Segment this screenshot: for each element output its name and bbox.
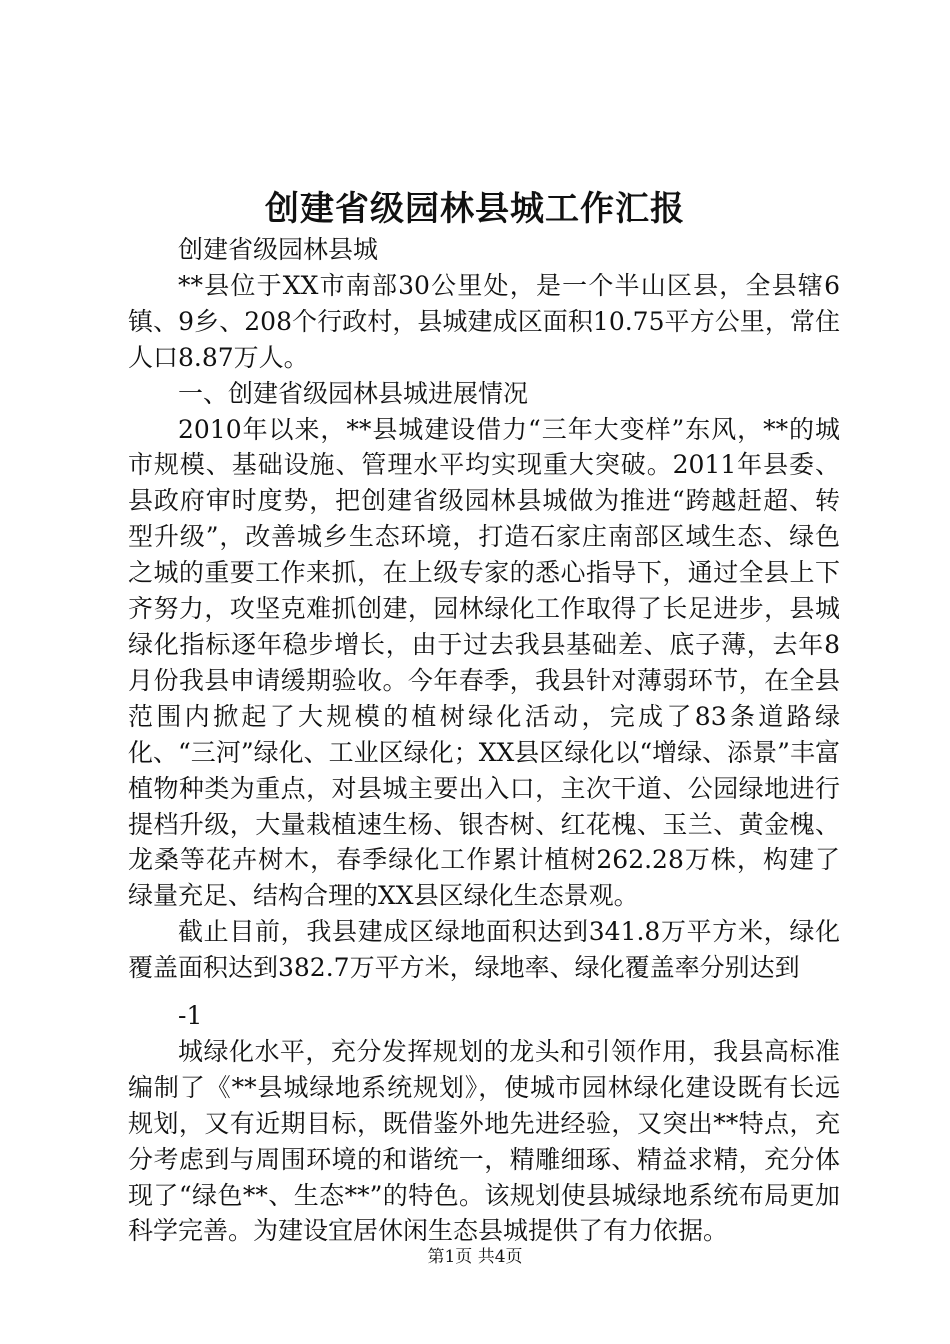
intro-paragraph: **县位于XX市南部30公里处，是一个半山区县，全县辖6镇、9乡、208个行政村，县城建成区面积10.75平方公里，常住人口8.87万人。	[128, 270, 840, 372]
planning-paragraph: 城绿化水平，充分发挥规划的龙头和引领作用，我县高标准编制了《**县城绿地系统规划》，使城市园林绿化建设既有长远规划，又有近期目标，既借鉴外地先进经验，又突出**特点，充分考虑到与周围环境的和谐统一，精雕细琢、精益求精，充分体现了“绿色**、生态**”的特色。该规划使县城绿地系统布局更加科学完善。为建设宜居休闲生态县城提供了有力依据。	[128, 1036, 840, 1246]
document-body	[128, 232, 840, 1249]
subtitle-paragraph: 创建省级园林县城	[178, 235, 379, 264]
section-heading: 一、创建省级园林县城进展情况	[178, 378, 529, 408]
status-paragraph: 截止目前，我县建成区绿地面积达到341.8万平方米，绿化覆盖面积达到382.7万平方米，绿地率、绿化覆盖率分别达到	[128, 917, 840, 983]
progress-paragraph: 2010年以来，**县城建设借力“三年大变样”东风，**的城市规模、基础设施、管理水平均实现重大突破。2011年县委、县政府审时度势，把创建省级园林县城做为推进“跨越赶超、转型升级”，改善城乡生态环境，打造石家庄南部区域生态、绿色之城的重要工作来抓，在上级专家的悉心指导下，通过全县上下齐努力，攻坚克难抓创建，园林绿化工作取得了长足进步，县城绿化指标逐年稳步增长，由于过去我县基础差、底子薄，去年8月份我县申请缓期验收。今年春季，我县针对薄弱环节，在全县范围内掀起了大规模的植树绿化活动，完成了83条道路绿化、“三河”绿化、工业区绿化；XX县区绿化以“增绿、添景”丰富植物种类为重点，对县城主要出入口，主次干道、公园绿地进行提档升级，大量栽植速生杨、银杏树、红花槐、玉兰、黄金槐、龙桑等花卉树木，春季绿化工作累计植树262.28万株，构建了绿量充足、结构合理的XX县区绿化生态景观。	[128, 414, 840, 911]
page-marker: -1	[178, 1001, 203, 1031]
page-footer: 第1页 共4页	[427, 1247, 523, 1267]
document-title: 创建省级园林县城工作汇报	[265, 189, 685, 229]
